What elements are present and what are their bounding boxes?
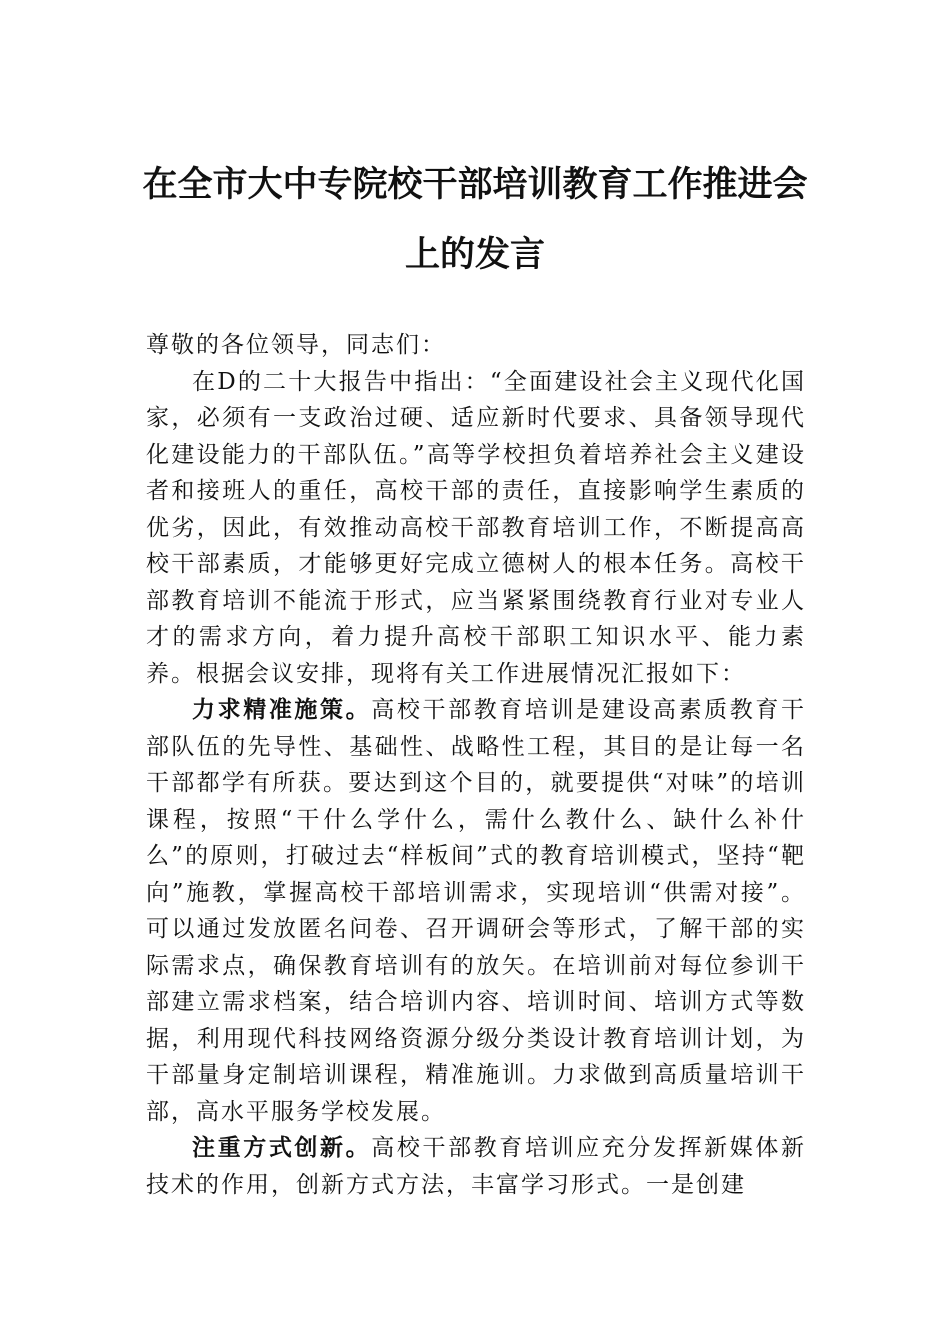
paragraph-text: 高校干部教育培训是建设高素质教育干部队伍的先导性、基础性、战略性工程，其目的是让每一名干部都学有所获。要达到这个目的，就要提供“对味”的培训课程，按照“干什么学什么，需什么教什么、缺什么补什么”的原则，打破过去“样板间”式的教育培训模式，坚持“靶向”施教，掌握高校干部培训需求，实现培训“供需对接”。可以通过发放匿名问卷、召开调研会等形式，了解干部的实际需求点，确保教育培训有的放矢。在培训前对每位参训干部建立需求档案，结合培训内容、培训时间、培训方式等数据，利用现代科技网络资源分级分类设计教育培训计划，为干部量身定制培训课程，精准施训。力求做到高质量培训干部，高水平服务学校发展。 (146, 697, 807, 1125)
paragraph-precise-policy (146, 692, 806, 1130)
document-title: 在全市大中专院校干部培训教育工作推进会上的发言 (142, 164, 808, 275)
paragraph-text: 高校干部教育培训应充分发挥新媒体新技术的作用，创新方式方法，丰富学习形式。一是创建 (146, 1135, 807, 1198)
document-body (146, 327, 806, 1203)
paragraph-lead: 注重方式创新。 (192, 1134, 372, 1161)
paragraph-text: 在D的二十大报告中指出：“全面建设社会主义现代化国家，必须有一支政治过硬、适应新时代要求、具备领导现代化建设能力的干部队伍。”高等学校担负着培养社会主义建设者和接班人的重任，高校干部的责任，直接影响学生素质的优劣，因此，有效推动高校干部教育培训工作，不断提高高校干部素质，才能够更好完成立德树人的根本任务。高校干部教育培训不能流于形式，应当紧紧围绕教育行业对专业人才的需求方向，着力提升高校干部职工知识水平、能力素养。根据会议安排，现将有关工作进展情况汇报如下： (146, 368, 806, 687)
paragraph-method-innovation (146, 1130, 806, 1203)
paragraph-lead: 力求精准施策。 (192, 696, 372, 723)
paragraph-intro (146, 364, 806, 693)
salutation: 尊敬的各位领导，同志们： (146, 332, 446, 358)
